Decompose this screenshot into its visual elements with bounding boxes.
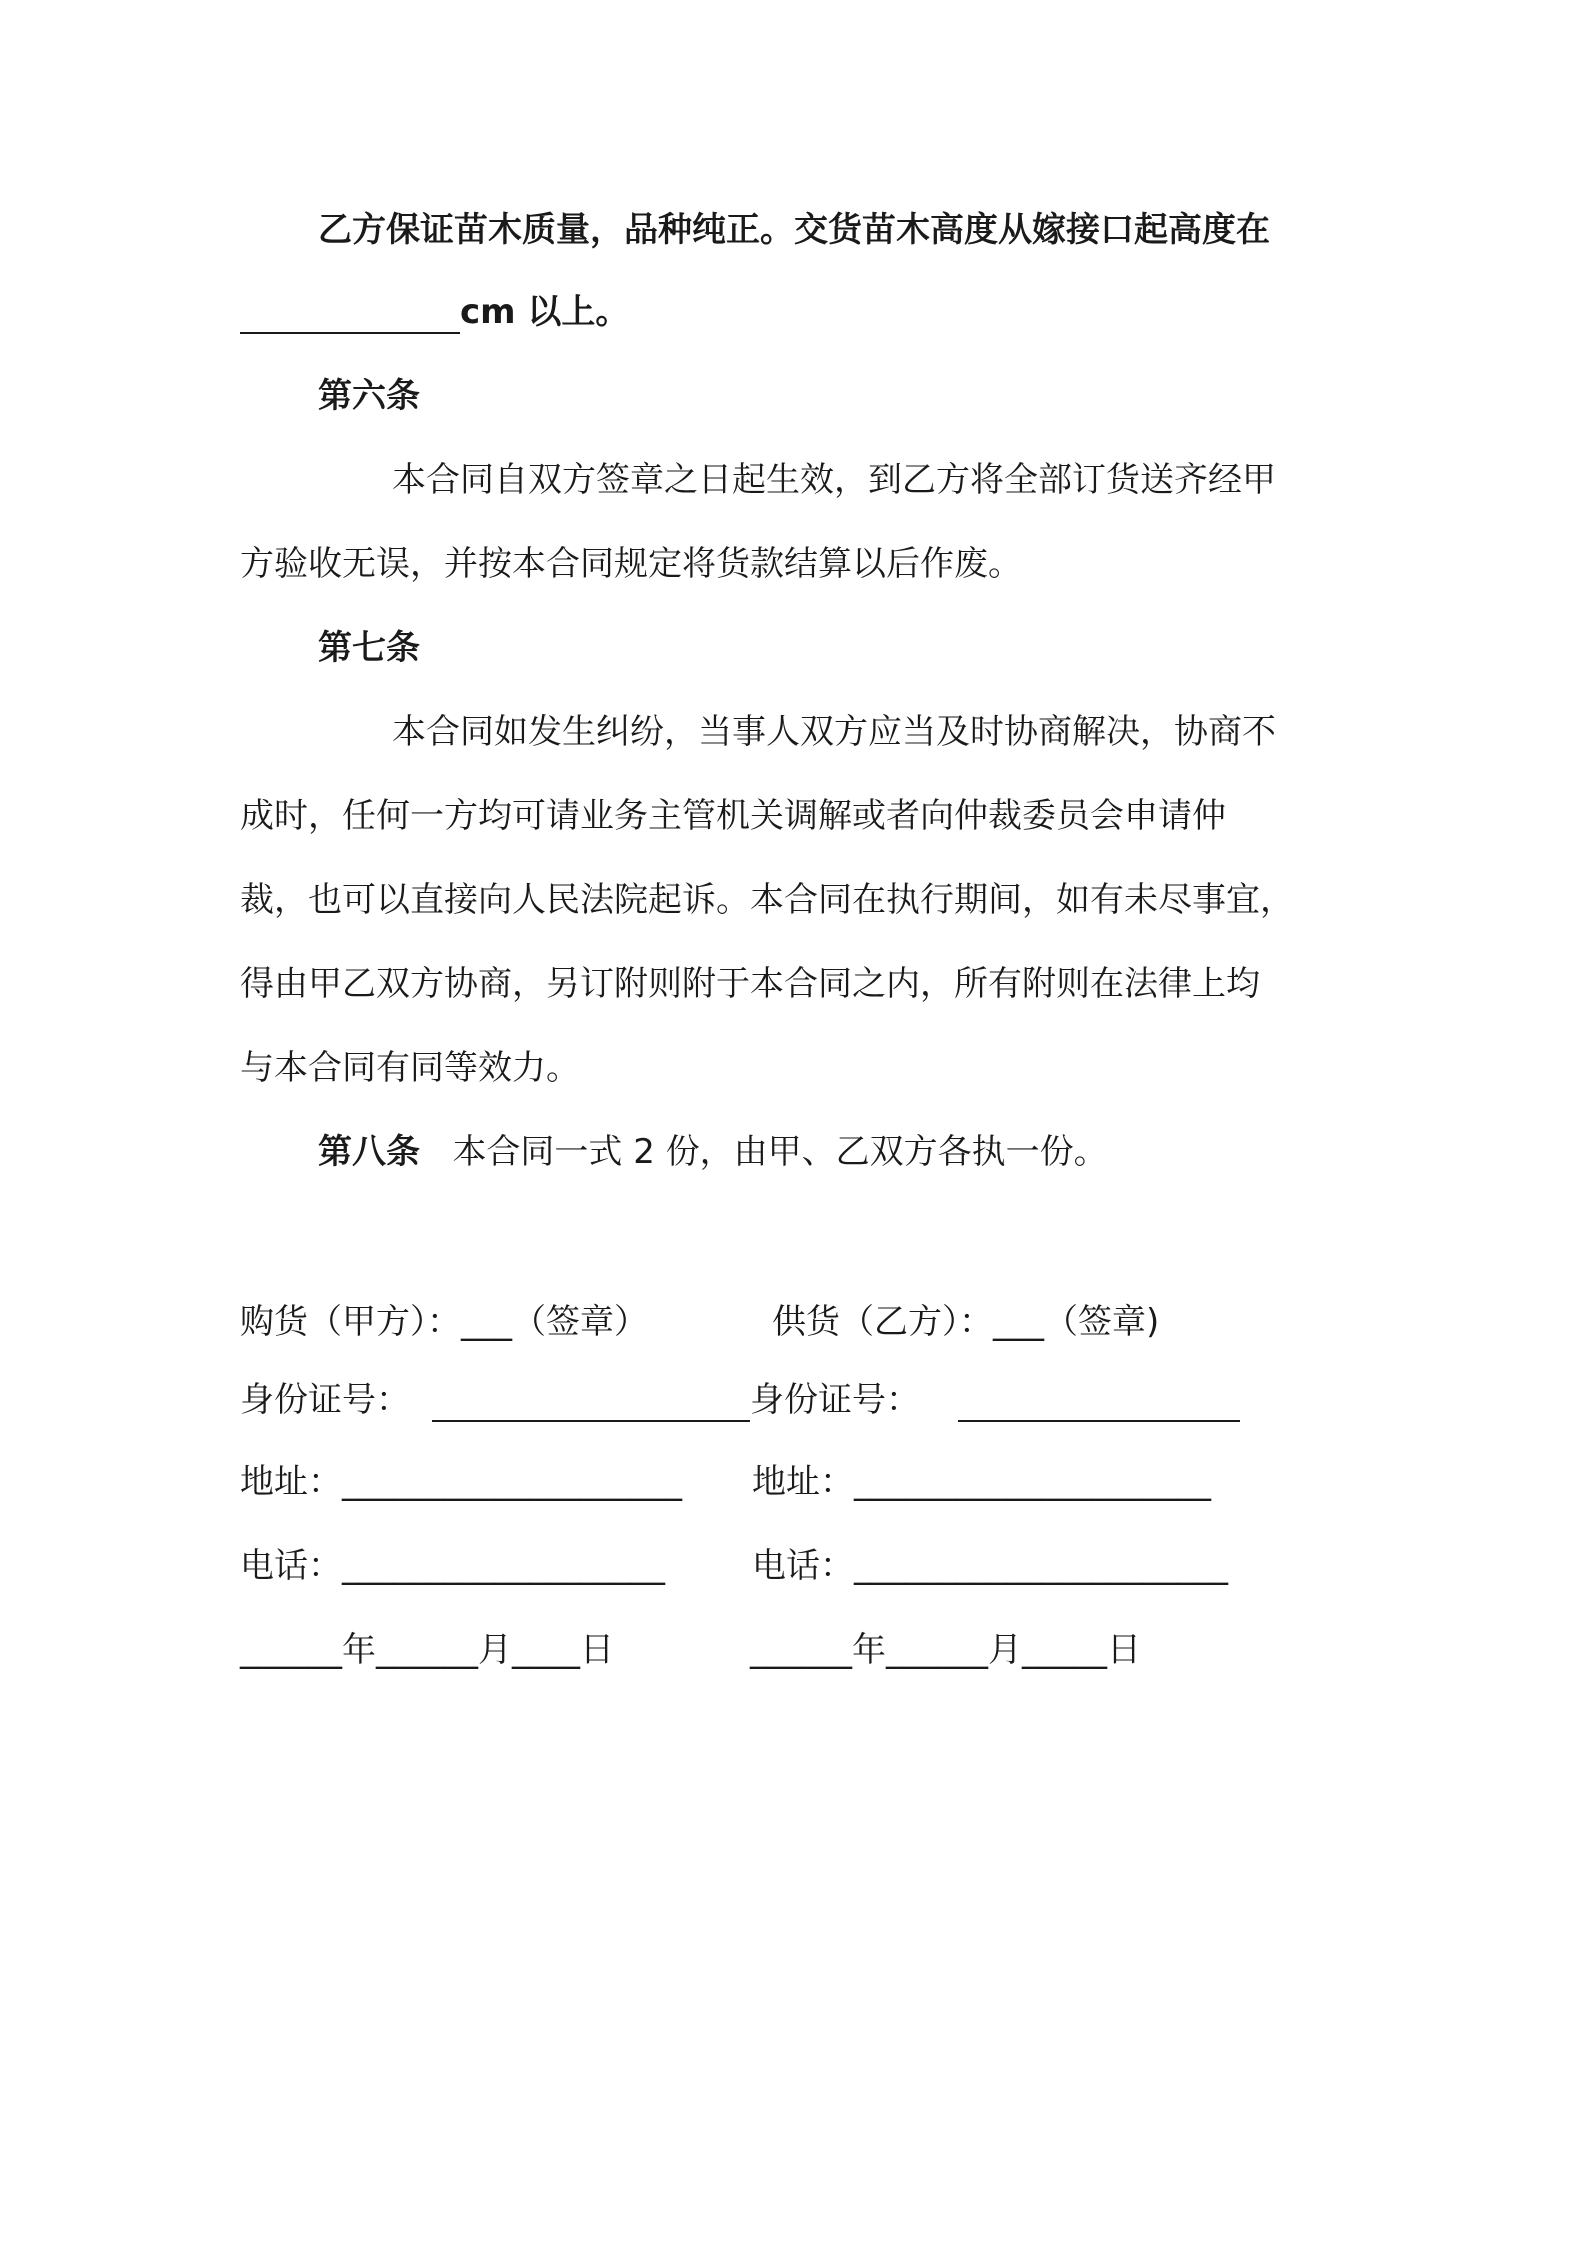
date-right-month: 月 bbox=[988, 1630, 1022, 1670]
clause5-line2-suffix: cm 以上。 bbox=[460, 292, 630, 332]
id-blank-left bbox=[432, 1384, 750, 1422]
phone-line-left bbox=[240, 1544, 665, 1588]
id-label-right: 身份证号： bbox=[750, 1380, 920, 1420]
seller-seal: （签章) bbox=[1044, 1302, 1160, 1342]
address-label-left: 地址： bbox=[240, 1462, 342, 1502]
date-right-year-blank: ______ bbox=[750, 1630, 852, 1670]
clause6-line1: 本合同自双方签章之日起生效，到乙方将全部订货送齐经甲 bbox=[392, 460, 1276, 500]
date-left-day-blank: ____ bbox=[512, 1630, 580, 1670]
phone-blank-right: ______________________ bbox=[854, 1546, 1228, 1586]
clause8-title: 第八条 bbox=[318, 1132, 420, 1172]
address-line-right bbox=[752, 1460, 1211, 1504]
date-right-year: 年 bbox=[852, 1630, 886, 1670]
phone-label-right: 电话： bbox=[752, 1546, 854, 1586]
clause6-title: 第六条 bbox=[318, 376, 420, 416]
phone-line-right bbox=[752, 1544, 1228, 1588]
buyer-blank: ___ bbox=[461, 1302, 512, 1342]
clause7-line2: 成时，任何一方均可请业务主管机关调解或者向仲裁委员会申请仲 bbox=[240, 796, 1226, 836]
clause7-line4: 得由甲乙双方协商，另订附则附于本合同之内，所有附则在法律上均 bbox=[240, 964, 1260, 1004]
seller-label: 供货（乙方）： bbox=[772, 1302, 993, 1342]
id-blank-right bbox=[958, 1384, 1240, 1422]
seller-blank: ___ bbox=[993, 1302, 1044, 1342]
clause7-line1: 本合同如发生纠纷，当事人双方应当及时协商解决，协商不 bbox=[392, 712, 1276, 752]
clause7-line3: 裁，也可以直接向人民法院起诉。本合同在执行期间，如有未尽事宜， bbox=[240, 880, 1294, 920]
clause5-line2 bbox=[240, 290, 629, 334]
height-blank bbox=[240, 296, 460, 334]
address-line-left bbox=[240, 1460, 682, 1504]
date-line-right bbox=[750, 1628, 1141, 1672]
date-left-year-blank: ______ bbox=[240, 1630, 342, 1670]
id-label-left: 身份证号： bbox=[240, 1380, 410, 1420]
buyer-seal: （签章） bbox=[512, 1302, 648, 1342]
date-left-month: 月 bbox=[478, 1630, 512, 1670]
clause6-line2: 方验收无误，并按本合同规定将货款结算以后作废。 bbox=[240, 544, 1022, 584]
date-right-day-blank: _____ bbox=[1022, 1630, 1107, 1670]
clause5-line1: 乙方保证苗木质量，品种纯正。交货苗木高度从嫁接口起高度在 bbox=[318, 210, 1270, 250]
date-left-month-blank: ______ bbox=[376, 1630, 478, 1670]
address-label-right: 地址： bbox=[752, 1462, 854, 1502]
address-blank-right: _____________________ bbox=[854, 1462, 1211, 1502]
clause7-title: 第七条 bbox=[318, 628, 420, 668]
clause8-line bbox=[318, 1130, 1108, 1174]
seller-sign-line bbox=[772, 1300, 1159, 1344]
date-right-month-blank: ______ bbox=[886, 1630, 988, 1670]
date-left-year: 年 bbox=[342, 1630, 376, 1670]
phone-label-left: 电话： bbox=[240, 1546, 342, 1586]
date-right-day: 日 bbox=[1107, 1630, 1141, 1670]
clause8-text: 本合同一式 2 份，由甲、乙双方各执一份。 bbox=[452, 1132, 1108, 1172]
id-line bbox=[240, 1378, 1240, 1422]
phone-blank-left: ___________________ bbox=[342, 1546, 665, 1586]
clause7-line5: 与本合同有同等效力。 bbox=[240, 1048, 580, 1088]
date-left-day: 日 bbox=[580, 1630, 614, 1670]
address-blank-left: ____________________ bbox=[342, 1462, 682, 1502]
date-line-left bbox=[240, 1628, 614, 1672]
buyer-label: 购货（甲方）： bbox=[240, 1302, 461, 1342]
buyer-sign-line bbox=[240, 1300, 648, 1344]
